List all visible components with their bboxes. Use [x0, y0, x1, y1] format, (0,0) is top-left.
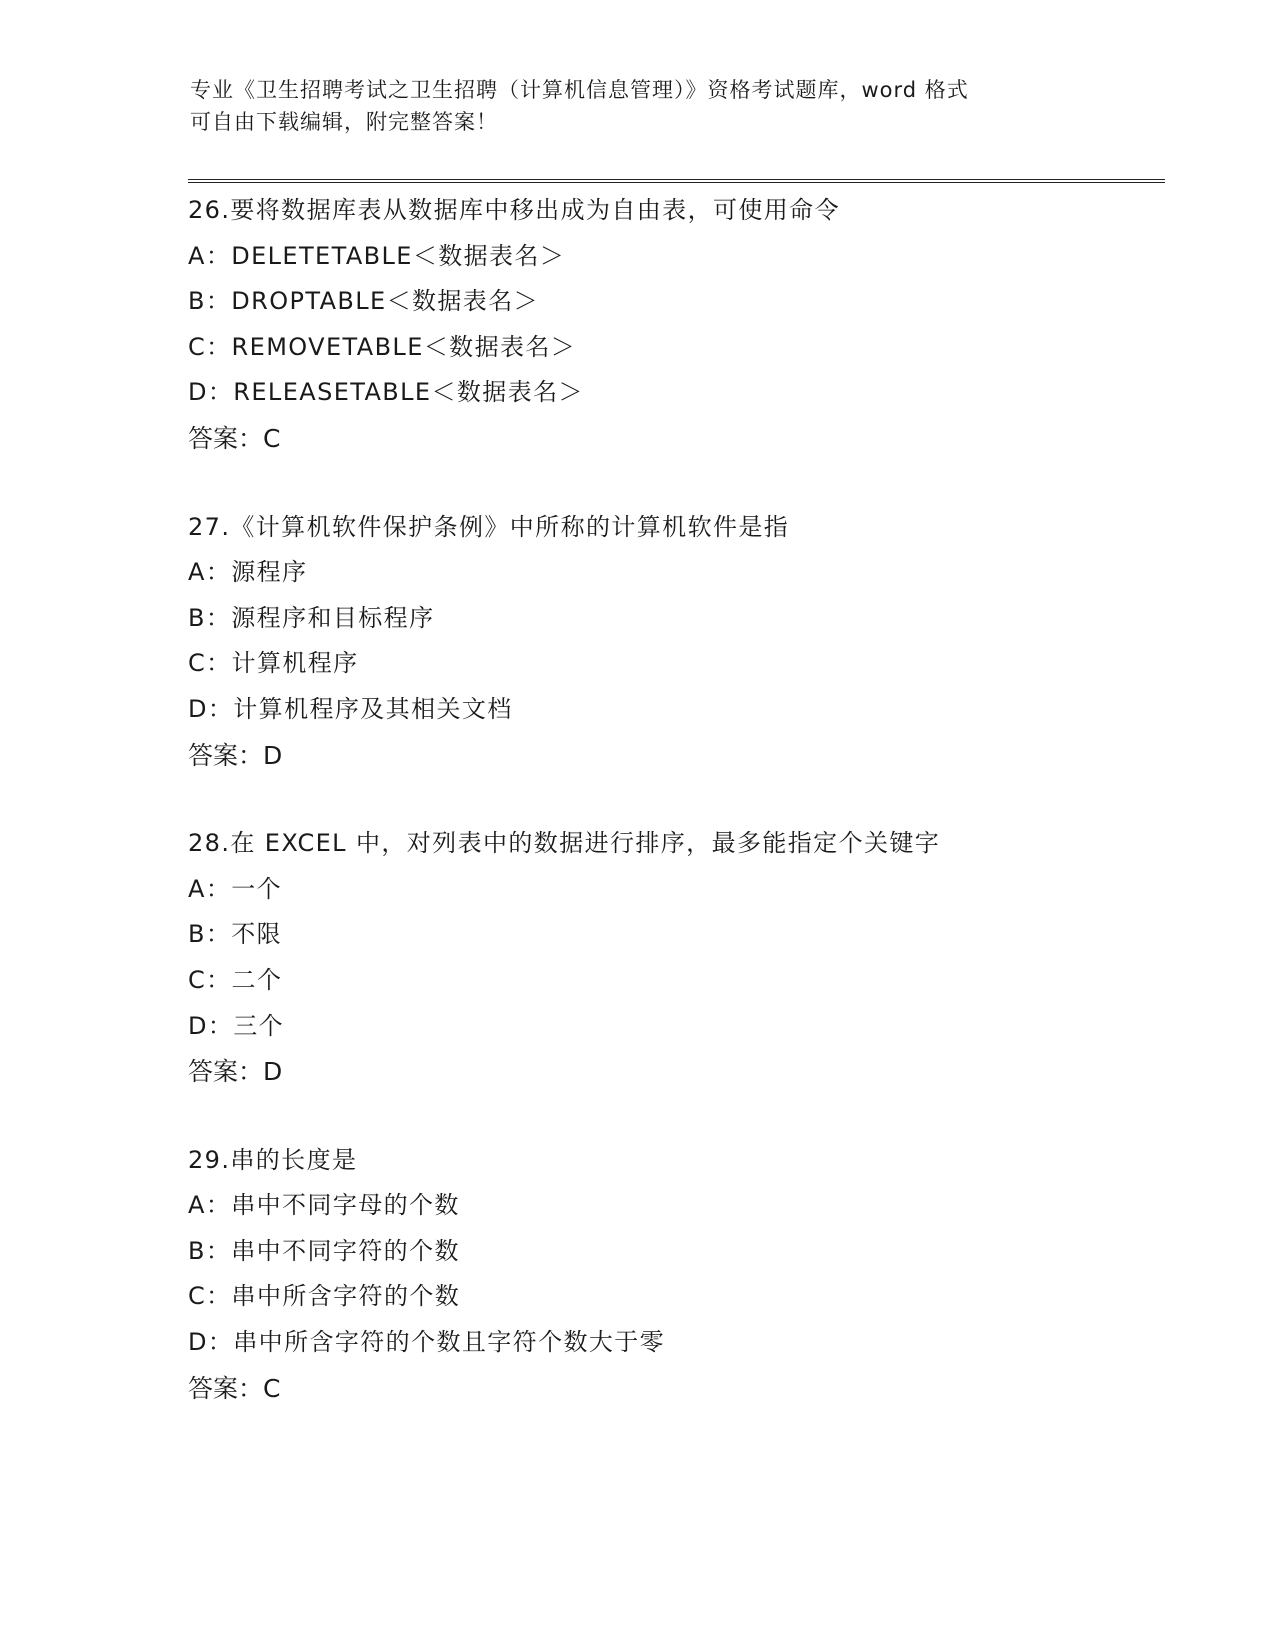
option-c: C：二个	[188, 965, 283, 994]
option-b: B：源程序和目标程序	[188, 603, 435, 632]
answer: 答案：C	[188, 423, 281, 453]
question-28	[188, 821, 1148, 1095]
question-list	[188, 188, 1148, 1411]
header-line-2: 可自由下载编辑，附完整答案！	[190, 110, 498, 134]
option-a: A：DELETETABLE＜数据表名＞	[188, 241, 566, 270]
option-c: C：计算机程序	[188, 649, 359, 678]
option-b: B：串中不同字符的个数	[188, 1236, 460, 1265]
question-stem: 26.要将数据库表从数据库中移出成为自由表，可使用命令	[188, 196, 840, 224]
answer: 答案：D	[188, 740, 283, 770]
answer: 答案：D	[188, 1057, 283, 1087]
option-b: B：DROPTABLE＜数据表名＞	[188, 287, 539, 316]
document-header	[190, 74, 1090, 138]
option-c: C：REMOVETABLE＜数据表名＞	[188, 332, 577, 361]
question-stem: 28.在 EXCEL 中，对列表中的数据进行排序，最多能指定个关键字	[188, 829, 941, 858]
question-stem: 29.串的长度是	[188, 1145, 358, 1174]
question-26	[188, 188, 1148, 462]
question-27	[188, 505, 1148, 779]
question-29	[188, 1138, 1148, 1412]
option-c: C：串中所含字符的个数	[188, 1282, 461, 1311]
option-d: D：计算机程序及其相关文档	[188, 694, 513, 723]
question-stem: 27.《计算机软件保护条例》中所称的计算机软件是指	[188, 512, 790, 541]
header-divider	[188, 179, 1165, 183]
option-b: B：不限	[188, 920, 283, 949]
option-a: A：串中不同字母的个数	[188, 1191, 460, 1220]
header-line-1: 专业《卫生招聘考试之卫生招聘（计算机信息管理）》资格考试题库，word 格式	[190, 78, 969, 102]
option-a: A：一个	[188, 874, 283, 903]
answer: 答案：C	[188, 1373, 281, 1403]
option-d: D：串中所含字符的个数且字符个数大于零	[188, 1328, 666, 1357]
option-a: A：源程序	[188, 558, 308, 587]
option-d: D：三个	[188, 1011, 285, 1040]
option-d: D：RELEASETABLE＜数据表名＞	[188, 378, 584, 407]
